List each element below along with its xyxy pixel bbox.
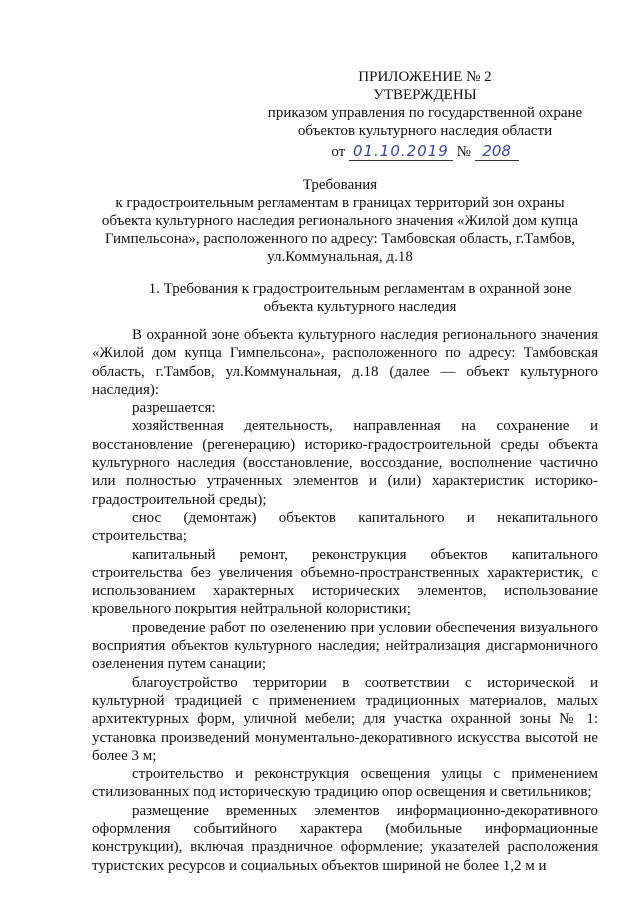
paragraph-intro: В охранной зоне объекта культурного наследия регионального значения «Жилой дом купца Гимпельсона», расположенного по адресу: Тамбовская область, г.Тамбов, ул.Коммунальная, д.18 (далее — объект культурного наследия): [92,327,598,398]
title-heading: Требования [302,177,378,193]
section-heading-line-2: объекта культурного наследия [263,299,457,315]
title-line-2: объекта культурного наследия регионального значения «Жилой дом купца [101,213,579,229]
paragraph-item: благоустройство территории в соответствии с исторической и культурной традицией с применением традиционных материалов, малых архитектурных форм, уличной мебели; для участка охранной зоны № 1: установка произведений монументально-декоративного искусства высотой не более 3 м; [92,674,598,764]
document-body [92,326,598,875]
paragraph-item: капитальный ремонт, реконструкция объектов капитального строительства без увеличения объемно-пространственных характеристик, с использованием характерных исторических элементов, использование кровельного покрытия нейтральной колористики; [92,546,598,618]
order-line-2: объектов культурного наследия области [297,123,553,139]
approved-label: УТВЕРЖДЕНЫ [373,87,477,103]
order-date-number-line [250,142,600,161]
appendix-label: ПРИЛОЖЕНИЕ № 2 [358,69,492,85]
title-line-3: Гимпельсона», расположенного по адресу: Тамбовская область, г.Тамбов, [104,231,576,247]
paragraph-item: размещение временных элементов информационно-декоративного оформления событийного характера (мобильные информационные конструкции), включая праздничное оформление; указателей расположения туристских ресурсов и социальных объектов шириной не более 1,2 м и [92,802,598,874]
document-title [60,176,620,266]
from-label: от [331,144,346,160]
title-line-1: к градостроительным регламентам в границах территорий зон охраны [115,195,565,211]
section-heading [80,280,640,316]
paragraph-item: строительство и реконструкция освещения улицы с применением стилизованных под историческую традицию опор освещения и светильников; [92,766,598,801]
handwritten-date: 01.10.2019 [349,142,453,161]
title-line-4: ул.Коммунальная, д.18 [267,249,413,265]
section-heading-line-1: 1. Требования к градостроительным регламентам в охранной зоне [148,281,572,297]
paragraph-allowed-label: разрешается: [132,400,216,417]
paragraph-item: проведение работ по озеленению при условии обеспечения визуального восприятия объектов культурного наследия; нейтрализация дисгармоничного озеленения путем санации; [92,619,598,673]
approval-header [250,68,600,161]
paragraph-item: хозяйственная деятельность, направленная на сохранение и восстановление (регенерацию) историко-градостроительной среды объекта культурного наследия (восстановление, воссоздание, восполнение частично или полностью утраченных элементов и (или) характеристик историко-градостроительной среды); [92,418,598,508]
paragraph-item: снос (демонтаж) объектов капитального и некапитального строительства; [92,509,598,545]
number-label: № [456,144,471,160]
order-line-1: приказом управления по государственной охране [267,105,583,121]
handwritten-number: 208 [475,142,519,161]
